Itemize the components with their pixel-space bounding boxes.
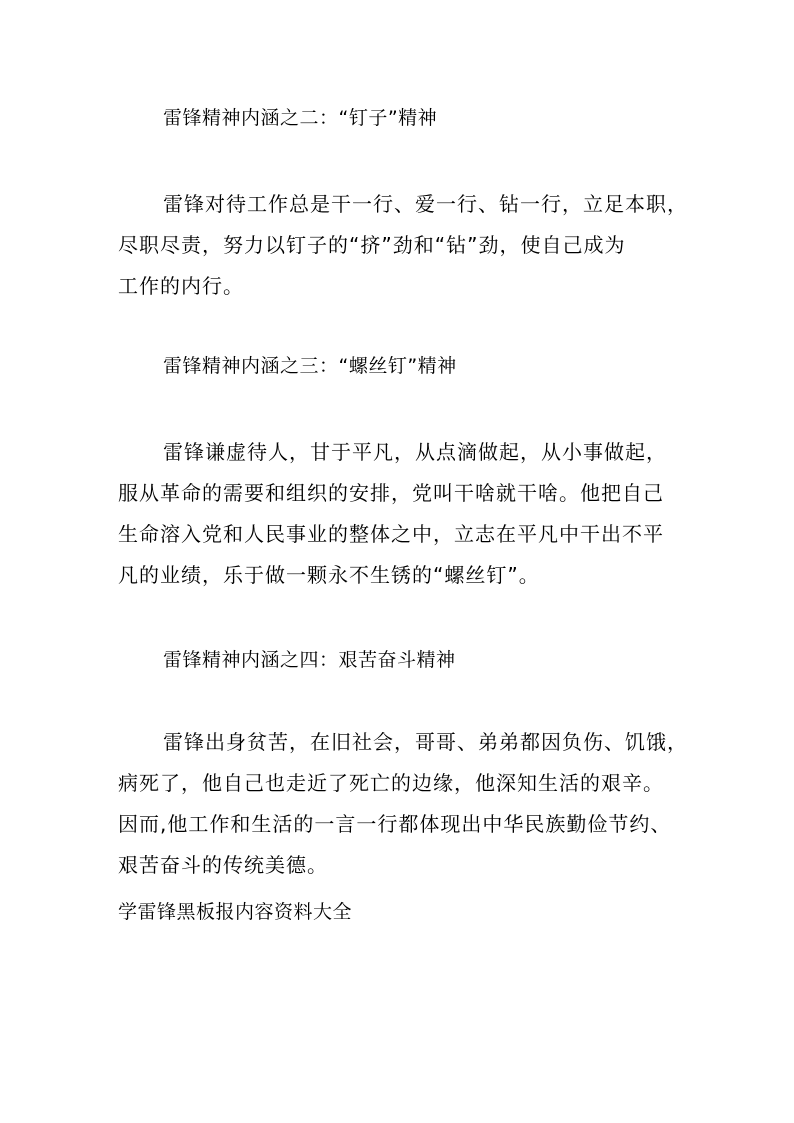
paragraph-line: 生命溶入党和人民事业的整体之中，立志在平凡中干出不平 — [118, 522, 664, 546]
paragraph-line: 工作的内行。 — [118, 274, 244, 298]
paragraph-line: 尽职尽责，努力以钉子的“挤”劲和“钻”劲，使自己成为 — [118, 233, 626, 257]
paragraph-screw-spirit — [118, 432, 698, 596]
paragraph-line: 因而,他工作和生活的一言一行都体现出中华民族勤俭节约、 — [118, 812, 672, 836]
section-heading-hard-work-spirit: 雷锋精神内涵之四：艰苦奋斗精神 — [163, 649, 456, 671]
section-heading-nail-spirit: 雷锋精神内涵之二：“钉子”精神 — [163, 107, 438, 129]
section-heading-screw-spirit: 雷锋精神内涵之三：“螺丝钉”精神 — [163, 355, 457, 377]
paragraph-line: 雷锋出身贫苦，在旧社会，哥哥、弟弟都因负伤、饥饿， — [163, 730, 688, 754]
paragraph-line: 服从革命的需要和组织的安排，党叫干啥就干啥。他把自己 — [118, 481, 664, 505]
paragraph-hard-work-spirit — [118, 722, 698, 886]
paragraph-line: 病死了，他自己也走近了死亡的边缘，他深知生活的艰辛。 — [118, 771, 664, 795]
paragraph-line: 雷锋谦虚待人，甘于平凡，从点滴做起，从小事做起， — [163, 440, 667, 464]
paragraph-line: 凡的业绩，乐于做一颗永不生锈的“螺丝钉”。 — [118, 563, 540, 587]
paragraph-line: 艰苦奋斗的传统美德。 — [118, 853, 328, 877]
document-title-line: 学雷锋黑板报内容资料大全 — [118, 901, 353, 923]
paragraph-line: 雷锋对待工作总是干一行、爱一行、钻一行，立足本职， — [163, 192, 688, 216]
paragraph-nail-spirit — [118, 184, 698, 307]
